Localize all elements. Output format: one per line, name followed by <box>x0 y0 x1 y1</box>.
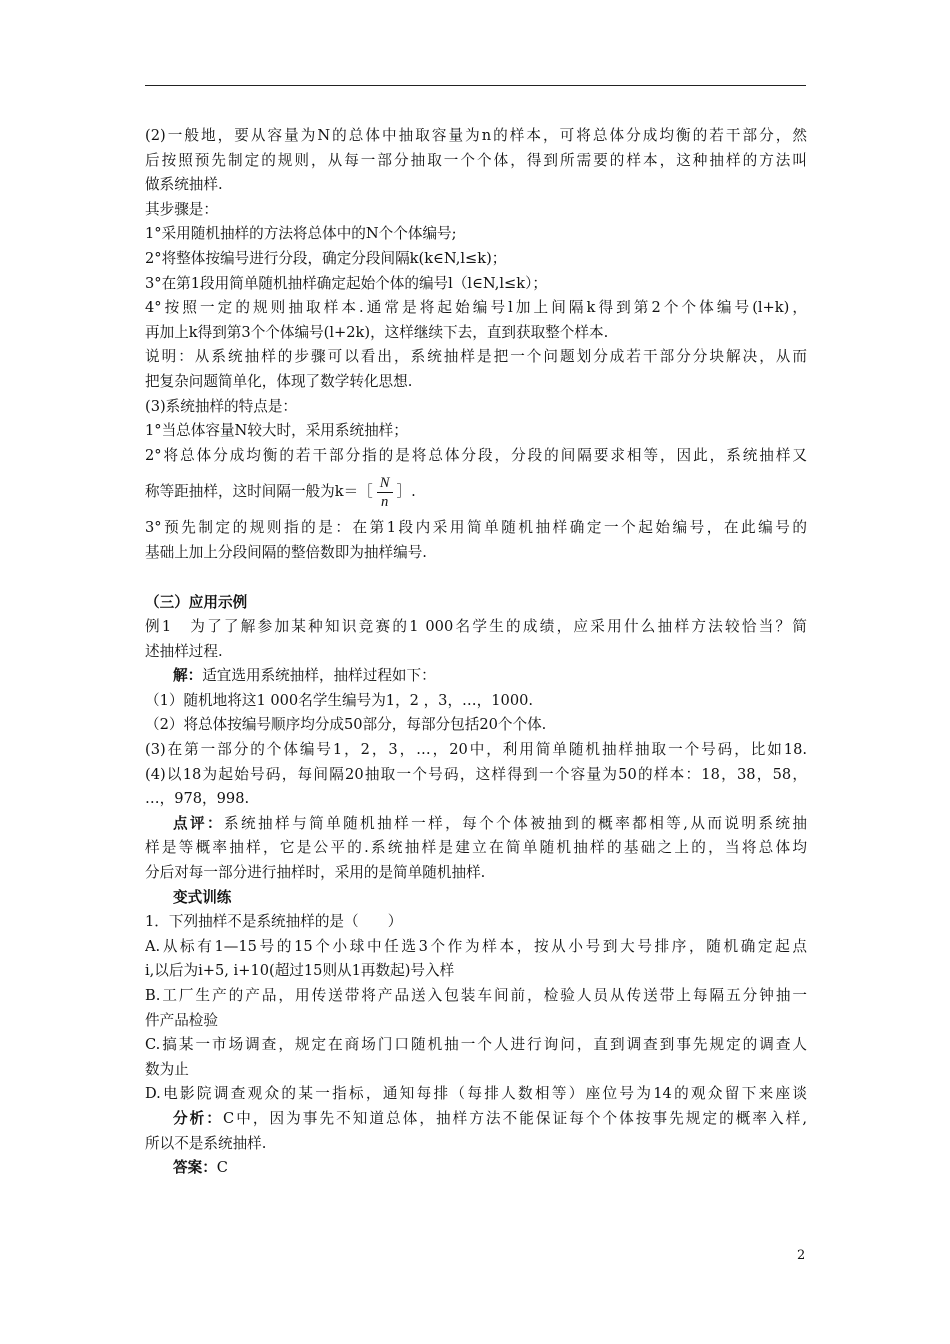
text-line: （2）将总体按编号顺序均分成50部分，每部分包括20个个体. <box>145 716 547 734</box>
text-line: 2°将整体按编号进行分段，确定分段间隔k(k∈N,l≤k)； <box>145 249 507 267</box>
text-line: (2)一般地，要从容量为N的总体中抽取容量为n的样本，可将总体分成均衡的若干部分，然 <box>145 127 807 144</box>
text-line: (4)以18为起始号码，每间隔20抽取一个号码，这样得到一个容量为50的样本：18，38，58， <box>145 765 807 783</box>
text-line: 2°将总体分成均衡的若干部分指的是将总体分段，分段的间隔要求相等，因此，系统抽样又 <box>145 446 807 464</box>
text-line: （1）随机地将这1 000名学生编号为1，2 ，3，…，1000. <box>145 691 534 709</box>
solution-label: 解： <box>173 667 203 685</box>
text-line: 说明：从系统抽样的步骤可以看出，系统抽样是把一个问题划分成若干部分分块解决，从而 <box>145 348 807 366</box>
formula-prefix: 称等距抽样，这时间隔一般为k＝［ <box>145 483 373 501</box>
text-line: 3°预先制定的规则指的是：在第1段内采用简单随机抽样确定一个起始编号，在此编号的 <box>145 519 807 537</box>
solution-steps <box>145 689 807 812</box>
section-title: （三）应用示例 <box>145 593 248 611</box>
document-body <box>145 124 807 1181</box>
variant-question <box>145 910 807 1107</box>
systematic-sampling-definition <box>145 124 807 468</box>
text-line: 1°当总体容量N较大时，采用系统抽样； <box>145 422 408 440</box>
solution-text: 适宜选用系统抽样，抽样过程如下： <box>202 667 436 685</box>
analysis-intro <box>145 1107 807 1132</box>
comment-body <box>145 836 807 885</box>
text-line: 3°在第1段用简单随机抽样确定起始个体的编号l（l∈N,l≤k）； <box>145 274 547 292</box>
comment-label: 点评： <box>173 814 225 832</box>
text-line: B.工厂生产的产品，用传送带将产品送入包装车间前，检验人员从传送带上每隔五分钟抽一 <box>145 987 807 1004</box>
text-line: 4°按照一定的规则抽取样本.通常是将起始编号l加上间隔k得到第2个个体编号(l+k)， <box>145 299 807 317</box>
text-line: 1°采用随机抽样的方法将总体中的N个个体编号; <box>145 225 457 243</box>
answer-text: C <box>216 1159 228 1177</box>
fraction-denominator: n <box>380 493 389 510</box>
text-line: 其步骤是： <box>145 200 218 218</box>
analysis-label: 分析： <box>173 1109 223 1127</box>
header-rule <box>145 85 806 86</box>
text-line: C.搞某一市场调查，规定在商场门口随机抽一个人进行询问，直到调查到事先规定的调查人 <box>145 1036 807 1054</box>
text-line: 分后对每一部分进行抽样时，采用的是简单随机抽样. <box>145 864 486 882</box>
text-line: 所以不是系统抽样. <box>145 1134 267 1152</box>
text-line: 基础上加上分段间隔的整倍数即为抽样编号. <box>145 543 427 561</box>
answer-label: 答案： <box>173 1159 217 1177</box>
rule-description <box>145 516 807 565</box>
answer-line <box>145 1156 807 1181</box>
text-line: 把复杂问题简单化，体现了数学转化思想. <box>145 372 413 390</box>
example-1-question <box>145 615 807 664</box>
text-line: 样是等概率抽样，它是公平的.系统抽样是建立在简单随机抽样的基础之上的，当将总体均 <box>145 839 807 857</box>
text-line: …，978，998. <box>145 790 250 808</box>
fraction-numerator: N <box>377 474 393 493</box>
text-line: A.从标有1—15号的15个小球中任选3个作为样本，按从小号到大号排序，随机确定起点 <box>145 937 807 955</box>
text-line: 例1 为了了解参加某种知识竞赛的1 000名学生的成绩，应采用什么抽样方法较恰当？简 <box>145 618 807 636</box>
analysis-body <box>145 1132 807 1157</box>
formula-suffix: ］. <box>396 483 416 501</box>
text-line: D.电影院调查观众的某一指标，通知每排（每排人数相等）座位号为14的观众留下来座谈 <box>145 1085 807 1103</box>
interval-formula-line <box>145 468 807 516</box>
fraction-n-over-n <box>377 474 393 511</box>
text-line: 再加上k得到第3个个体编号(l+2k)，这样继续下去，直到获取整个样本. <box>145 323 609 341</box>
text-line: i,以后为i+5, i+10(超过15则从1再数起)号入样 <box>145 962 455 980</box>
page-number: 2 <box>797 1248 806 1263</box>
text-line: (3)系统抽样的特点是： <box>145 397 298 415</box>
text-line: 件产品检验 <box>145 1011 218 1029</box>
text-line: 数为止 <box>145 1060 189 1078</box>
text-line: 1．下列抽样不是系统抽样的是（ ） <box>145 913 403 931</box>
comment-intro <box>145 812 807 837</box>
text-line: 做系统抽样. <box>145 176 223 194</box>
text-line: 后按照预先制定的规则，从每一部分抽取一个个体，得到所需要的样本，这种抽样的方法叫 <box>145 151 807 169</box>
comment-text: 系统抽样与简单随机抽样一样，每个个体被抽到的概率都相等,从而说明系统抽 <box>224 814 807 832</box>
solution-intro <box>145 664 807 689</box>
text-line: (3)在第一部分的个体编号1，2，3，…，20中，利用简单随机抽样抽取一个号码，比如18. <box>145 741 807 759</box>
variant-title: 变式训练 <box>173 888 232 906</box>
text-line: 述抽样过程. <box>145 642 223 660</box>
analysis-text: C中，因为事先不知道总体，抽样方法不能保证每个个体按事先规定的概率入样, <box>222 1109 807 1127</box>
